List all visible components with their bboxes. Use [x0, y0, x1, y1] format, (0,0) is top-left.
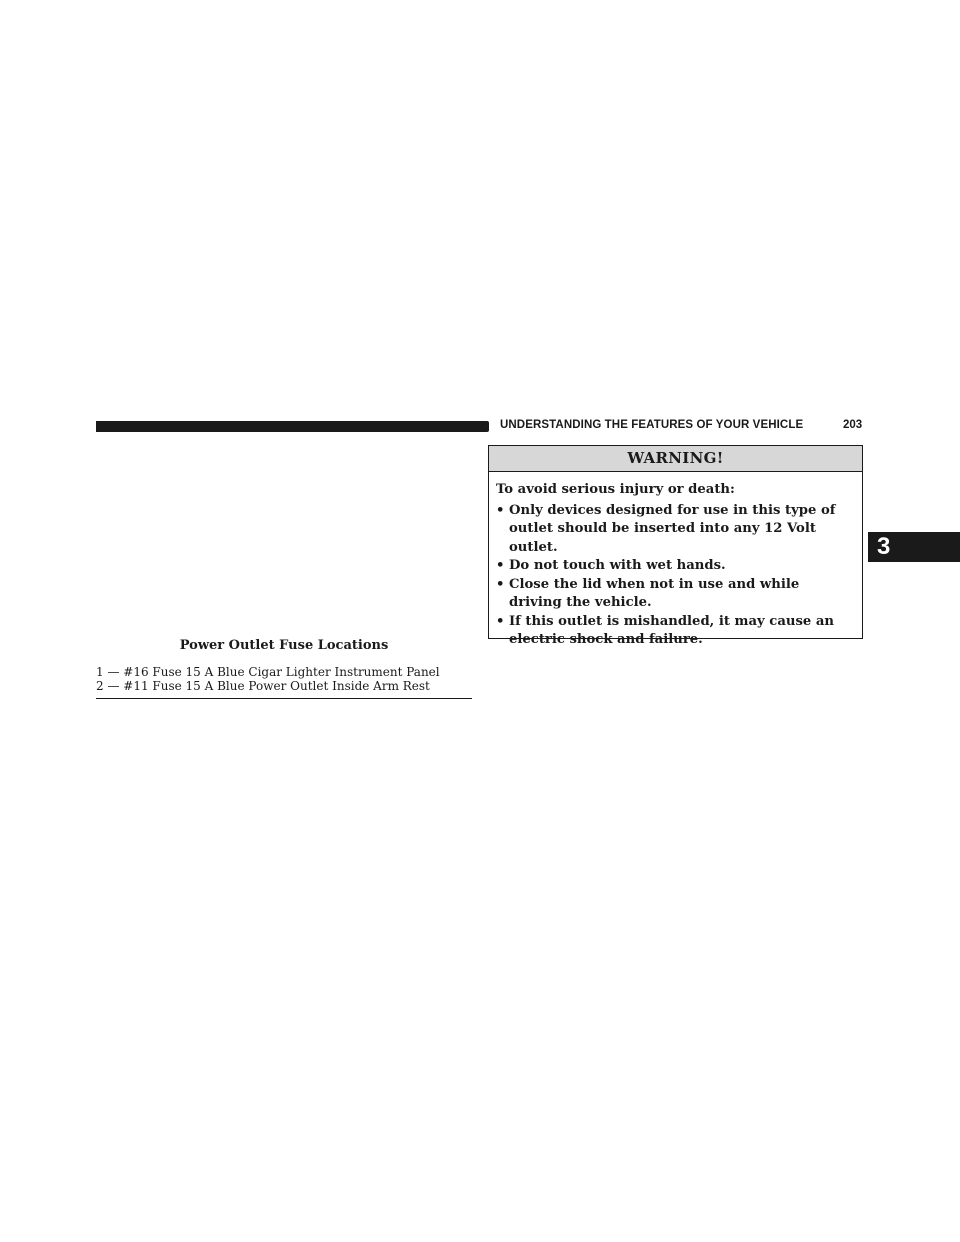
warning-bullet: [496, 576, 856, 613]
warning-body: [489, 472, 862, 650]
figure-caption-title: Power Outlet Fuse Locations: [179, 638, 389, 653]
legend-item: 2 — #11 Fuse 15 A Blue Power Outlet Inside Arm Rest: [96, 679, 430, 693]
warning-bullet-text: If this outlet is mishandled, it may cause an electric shock and failure.: [509, 613, 834, 647]
warning-bullet: [496, 613, 856, 650]
bullet-dot: •: [496, 576, 505, 592]
bullet-dot: •: [496, 558, 505, 573]
warning-bullet-text: Only devices designed for use in this type of outlet should be inserted into any 12 Volt outlet.: [509, 502, 836, 555]
figure-caption-legend: [96, 665, 472, 699]
page-number: 203: [843, 419, 863, 431]
chapter-tab: 3: [868, 532, 960, 562]
section-title: UNDERSTANDING THE FEATURES OF YOUR VEHICLE: [500, 419, 804, 431]
legend-item: 1 — #16 Fuse 15 A Blue Cigar Lighter Instrument Panel: [96, 665, 440, 679]
figure-image-area: [96, 445, 472, 630]
warning-bullet: [496, 557, 856, 576]
bullet-dot: •: [496, 613, 505, 629]
warning-title: WARNING!: [489, 446, 862, 472]
warning-bullet-text: Close the lid when not in use and while driving the vehicle.: [509, 576, 800, 610]
bullet-dot: •: [496, 502, 505, 518]
warning-intro: To avoid serious injury or death:: [496, 482, 735, 497]
warning-bullet: [496, 502, 856, 558]
header-bar: [96, 421, 489, 432]
warning-bullet-text: Do not touch with wet hands.: [509, 558, 726, 573]
warning-box: [488, 445, 863, 647]
